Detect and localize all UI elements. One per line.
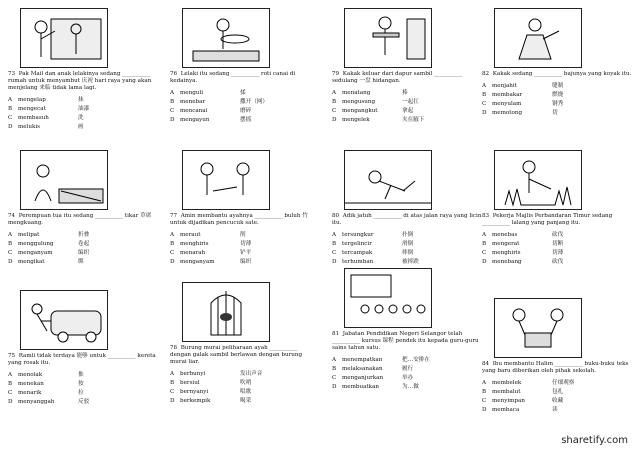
option-c[interactable]: C menarah 铲平 <box>170 250 252 256</box>
option-c[interactable]: C mengangkut 拿起 <box>332 108 414 114</box>
options <box>8 96 158 132</box>
option-c[interactable]: C membasuh 洗 <box>8 115 84 121</box>
option-a[interactable]: A membelek 仔细观察 <box>482 380 575 386</box>
option-a[interactable]: A menatang 捧 <box>332 90 408 96</box>
option-c[interactable]: C mencanai 磨碎 <box>170 108 252 114</box>
question-75 <box>8 290 158 407</box>
option-c[interactable]: C menghiris 切薄 <box>482 250 564 256</box>
option-b[interactable]: B menggulung 卷起 <box>8 241 90 247</box>
option-b[interactable]: B mengusung 一起扛 <box>332 99 419 105</box>
question-number: 82 <box>482 71 490 77</box>
option-c[interactable]: C menyimpan 收藏 <box>482 398 564 404</box>
option-a[interactable]: A menempatkan 把…安排在 <box>332 357 430 363</box>
option-d[interactable]: D membuatkan 为…做 <box>332 384 419 390</box>
option-a[interactable]: A menjahit 缝制 <box>482 83 564 89</box>
option-a[interactable]: A melipat 折叠 <box>8 232 90 238</box>
option-d[interactable]: D menganyam 编织 <box>170 259 252 265</box>
option-c[interactable]: C menarik 拉 <box>8 390 84 396</box>
question-number: 73 <box>8 71 16 77</box>
question-stem: Pekerja Majlis Perbandaran Timur sedang __________ lalang yang panjang itu. <box>482 213 613 226</box>
option-c[interactable]: C menganyam 编织 <box>8 250 90 256</box>
question-80 <box>332 150 482 267</box>
question-stem: Kakak keluar dari dapur sambil __________ sedulang 一盘 hidangan. <box>332 71 463 84</box>
question-number: 80 <box>332 213 340 219</box>
option-d[interactable]: D memotong 切 <box>482 110 558 116</box>
watermark-footer: sharetify.com <box>561 435 628 446</box>
options <box>482 231 632 267</box>
option-b[interactable]: B bersiul 吹哨 <box>170 380 252 386</box>
option-c[interactable]: C menyulam 钢秀 <box>482 101 564 107</box>
option-c[interactable]: C tercampak 摔倒 <box>332 250 414 256</box>
question-84 <box>482 298 632 415</box>
illustration-cutting-grass <box>494 150 582 210</box>
illustration-bird-cage <box>182 282 270 342</box>
option-d[interactable]: D mengelek 夹在腋下 <box>332 117 425 123</box>
option-b[interactable]: B menghiris 切薄 <box>170 241 252 247</box>
options <box>332 356 482 392</box>
question-77 <box>170 150 320 267</box>
option-d[interactable]: D terhumban 被摔跌 <box>332 259 419 265</box>
illustration-roti-canai <box>182 8 270 68</box>
options <box>332 231 482 267</box>
question-stem: Ibu membantu Halim __________ buku-buku teks yang baru diberikan oleh pihak sekolah. <box>482 361 629 374</box>
question-number: 76 <box>170 71 178 77</box>
illustration-painting-house <box>20 8 108 68</box>
question-number: 83 <box>482 213 490 219</box>
option-a[interactable]: A tersungkur 扑倒 <box>332 232 414 238</box>
question-76 <box>170 8 320 125</box>
option-a[interactable]: A berbunyi 发出声音 <box>170 371 263 377</box>
option-b[interactable]: B membakar 燃烧 <box>482 92 564 98</box>
option-b[interactable]: B melaksanakan 履行 <box>332 366 414 372</box>
illustration-pushing-car <box>20 290 108 350</box>
options <box>482 82 632 118</box>
options <box>8 371 158 407</box>
question-number: 74 <box>8 213 16 219</box>
question-79 <box>332 8 482 125</box>
option-d[interactable]: D melukis 画 <box>8 124 84 130</box>
question-82 <box>482 8 632 118</box>
question-73 <box>8 8 158 132</box>
option-d[interactable]: D membaca 读 <box>482 407 558 413</box>
option-d[interactable]: D berkempik 喝采 <box>170 398 252 404</box>
options <box>332 89 482 125</box>
question-number: 78 <box>170 345 178 351</box>
option-b[interactable]: B menebar 撒开（网） <box>170 99 268 105</box>
question-78 <box>170 282 320 406</box>
option-b[interactable]: B menekan 按 <box>8 381 84 387</box>
question-74 <box>8 150 158 267</box>
question-stem: Lelaki itu sedang __________ roti canai di kedainya. <box>170 71 296 84</box>
question-stem: Kakak sedang __________ bajunya yang koyak itu. <box>492 71 632 77</box>
question-stem: Pak Mail dan anak lelakinya sedang __________ rumah untuk menyambut 庆祝 hari raya yang akan menjelang 来临 tidak lama lagi. <box>8 71 152 91</box>
question-stem: Amin membantu ayahnya __________ buluh 竹 untuk dijadikan pencucuk sate. <box>170 213 308 226</box>
option-c[interactable]: C menganjurkan 举办 <box>332 375 414 381</box>
option-d[interactable]: D menyanggah 反驳 <box>8 399 90 405</box>
option-b[interactable]: B tergelincir 滑倒 <box>332 241 414 247</box>
option-d[interactable]: D mengayun 摆摇 <box>170 117 252 123</box>
illustration-child-falling <box>344 150 432 210</box>
option-d[interactable]: D mengikat 绑 <box>8 259 84 265</box>
option-b[interactable]: B membalut 包扎 <box>482 389 564 395</box>
question-stem: Burung murai peliharaan ayah __________ dengan galak sambil berlawan dengan burung murai liar. <box>170 345 303 365</box>
option-c[interactable]: C bernyanyi 唱歌 <box>170 389 252 395</box>
option-a[interactable]: A menebas 砍伐 <box>482 232 564 238</box>
option-a[interactable]: A menolak 推 <box>8 372 84 378</box>
illustration-course-class <box>344 268 432 328</box>
option-b[interactable]: B mengecat 油漆 <box>8 106 90 112</box>
options <box>170 231 320 267</box>
question-stem: Ramli tidak terdaya 能够 untuk __________ kereta yang rosak itu. <box>8 353 156 366</box>
question-number: 77 <box>170 213 178 219</box>
question-81 <box>332 268 482 392</box>
illustration-bamboo-skewers <box>182 150 270 210</box>
options <box>482 379 632 415</box>
illustration-weaving-mat <box>20 150 108 210</box>
question-stem: Jabatan Pendidikan Negeri Selangor telah __________ kursus 课程 pendek itu kepada guru-guru sains tahun satu. <box>332 331 479 351</box>
illustration-wrapping-books <box>494 298 582 358</box>
options <box>8 231 158 267</box>
option-a[interactable]: A mengelap 抹 <box>8 97 84 103</box>
question-83 <box>482 150 632 267</box>
option-a[interactable]: A menguli 揉 <box>170 90 246 96</box>
question-number: 79 <box>332 71 340 77</box>
question-number: 75 <box>8 353 16 359</box>
option-d[interactable]: D menebang 砍伐 <box>482 259 564 265</box>
illustration-carrying-tray <box>344 8 432 68</box>
options <box>170 370 320 406</box>
option-b[interactable]: B mengerat 切断 <box>482 241 564 247</box>
question-stem: Adik jatuh __________ di atas jalan raya yang licin itu. <box>332 213 482 226</box>
illustration-sewing-clothes <box>494 8 582 68</box>
question-number: 81 <box>332 331 340 337</box>
question-number: 84 <box>482 361 490 367</box>
question-stem: Perempuan tua itu sedang __________ tikar 草席 mengkuang. <box>8 213 152 226</box>
option-a[interactable]: A meraut 削 <box>170 232 246 238</box>
options <box>170 89 320 125</box>
